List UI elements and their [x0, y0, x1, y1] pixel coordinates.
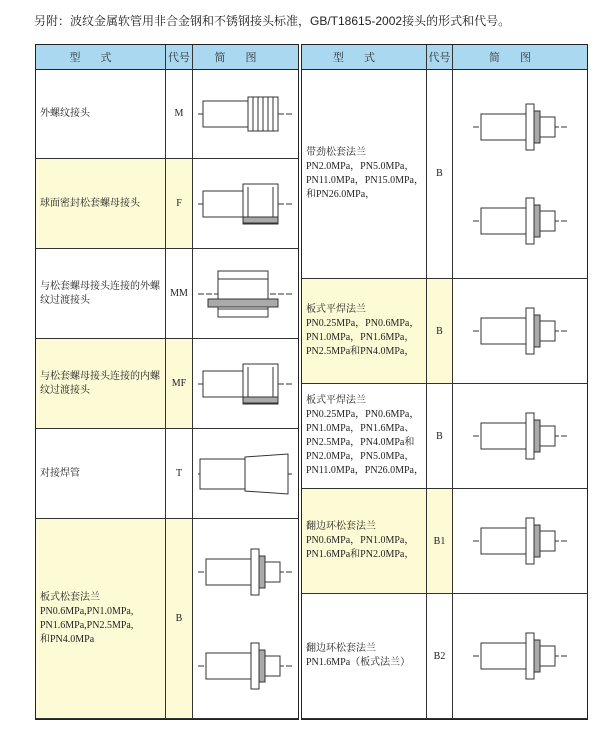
type-cell — [302, 489, 427, 594]
diagram-cell — [193, 519, 298, 719]
code-cell: B — [427, 384, 453, 489]
type-name: 外螺纹接头 — [40, 107, 90, 119]
code-cell: M — [166, 69, 193, 159]
type-name: 球面密封松套螺母接头 — [40, 197, 140, 209]
type-cell — [302, 279, 427, 384]
type-name: 翻边环松套法兰 — [306, 643, 376, 654]
pressure-spec: PN1.0MPa，PN1.6MPa， — [306, 332, 415, 343]
male-thread-fitting-diagram — [198, 89, 293, 139]
code-cell: MF — [166, 339, 193, 429]
code-cell: B — [166, 519, 193, 719]
pressure-spec: PN11.0MPa，PN26.0MPa， — [306, 465, 424, 476]
type-cell — [36, 69, 166, 159]
diagram-cell — [193, 339, 298, 429]
flange-diagram — [473, 516, 568, 566]
type-name: 与松套螺母接头连接的内螺纹过渡接头 — [40, 370, 160, 396]
butt-weld-pipe-diagram — [198, 449, 293, 499]
diagram-cell — [453, 69, 587, 279]
code-cell: B — [427, 279, 453, 384]
pressure-spec: PN2.0MPa，PN5.0MPa， — [306, 451, 415, 462]
diagram-cell — [193, 69, 298, 159]
pressure-spec: PN0.25MPa，PN0.6MPa， — [306, 318, 420, 329]
code-cell: T — [166, 429, 193, 519]
code-cell: B2 — [427, 594, 453, 719]
pressure-spec: PN1.6MPa,PN2.5MPa, — [40, 619, 134, 631]
female-adapter-diagram — [198, 359, 293, 409]
flange-diagram — [473, 631, 568, 681]
table-header — [36, 45, 298, 70]
type-cell — [302, 594, 427, 719]
type-cell — [36, 429, 166, 519]
type-cell — [36, 519, 166, 719]
type-name: 翻边环松套法兰 — [306, 521, 376, 532]
diagram-cell — [193, 159, 298, 249]
loose-plate-flange-diagram — [198, 547, 293, 597]
diagram-cell — [193, 249, 298, 339]
type-cell — [36, 249, 166, 339]
pressure-spec: PN2.5MPa和PN4.0MPa， — [306, 346, 415, 357]
type-name: 带劲松套法兰 — [306, 146, 366, 158]
header-code: 代号 — [427, 45, 453, 69]
table-header — [302, 45, 587, 70]
diagram-cell — [193, 429, 298, 519]
diagram-cell — [453, 384, 587, 489]
male-adapter-diagram — [198, 269, 293, 319]
pressure-spec: PN1.6MPa和PN2.0MPa， — [306, 549, 415, 560]
flange-diagram — [473, 196, 568, 246]
pressure-spec: 和PN26.0MPa， — [306, 188, 376, 200]
right-table — [301, 44, 588, 720]
header-code: 代号 — [166, 45, 193, 69]
type-name: 对接焊管 — [40, 467, 80, 479]
type-name: 板式平焊法兰 — [306, 304, 366, 315]
header-type: 型式 — [302, 45, 427, 69]
header-diagram: 简图 — [214, 52, 277, 64]
pressure-spec: PN1.6MPa（板式法兰） — [306, 657, 411, 668]
type-name: 与松套螺母接头连接的外螺纹过渡接头 — [40, 280, 160, 306]
type-cell — [36, 339, 166, 429]
pressure-spec: PN0.6MPa,PN1.0MPa, — [40, 605, 134, 617]
flange-diagram — [473, 411, 568, 461]
diagram-cell — [453, 279, 587, 384]
type-cell — [36, 159, 166, 249]
pressure-spec: PN11.0MPa，PN15.0MPa， — [306, 174, 424, 186]
type-cell — [302, 69, 427, 279]
type-name: 板式松套法兰 — [40, 591, 100, 603]
type-name: 板式平焊法兰 — [306, 395, 366, 406]
code-cell: B — [427, 69, 453, 279]
code-cell: F — [166, 159, 193, 249]
diagram-cell — [453, 489, 587, 594]
header-type: 型式 — [36, 45, 166, 69]
code-cell: B1 — [427, 489, 453, 594]
pressure-spec: PN2.0MPa，PN5.0MPa， — [306, 160, 415, 172]
pressure-spec: PN1.0MPa，PN1.6MPa、 — [306, 423, 415, 434]
spherical-seal-nut-diagram — [198, 179, 293, 229]
diagram-cell — [453, 594, 587, 719]
loose-plate-flange-diagram — [198, 641, 293, 691]
pressure-spec: 和PN4.0MPa — [40, 633, 95, 645]
pressure-spec: PN0.25MPa，PN0.6MPa， — [306, 409, 420, 420]
left-table — [35, 44, 299, 720]
pressure-spec: PN0.6MPa，PN1.0MPa， — [306, 535, 415, 546]
page-title: 另附：波纹金属软管用非合金钢和不锈钢接头标准，GB/T18615-2002接头的形式和代号。 — [34, 14, 511, 28]
type-cell — [302, 384, 427, 489]
header-diagram: 简图 — [489, 52, 551, 64]
flange-diagram — [473, 102, 568, 152]
flange-diagram — [473, 306, 568, 356]
code-cell: MM — [166, 249, 193, 339]
pressure-spec: PN2.5MPa，PN4.0MPa和 — [306, 437, 415, 448]
